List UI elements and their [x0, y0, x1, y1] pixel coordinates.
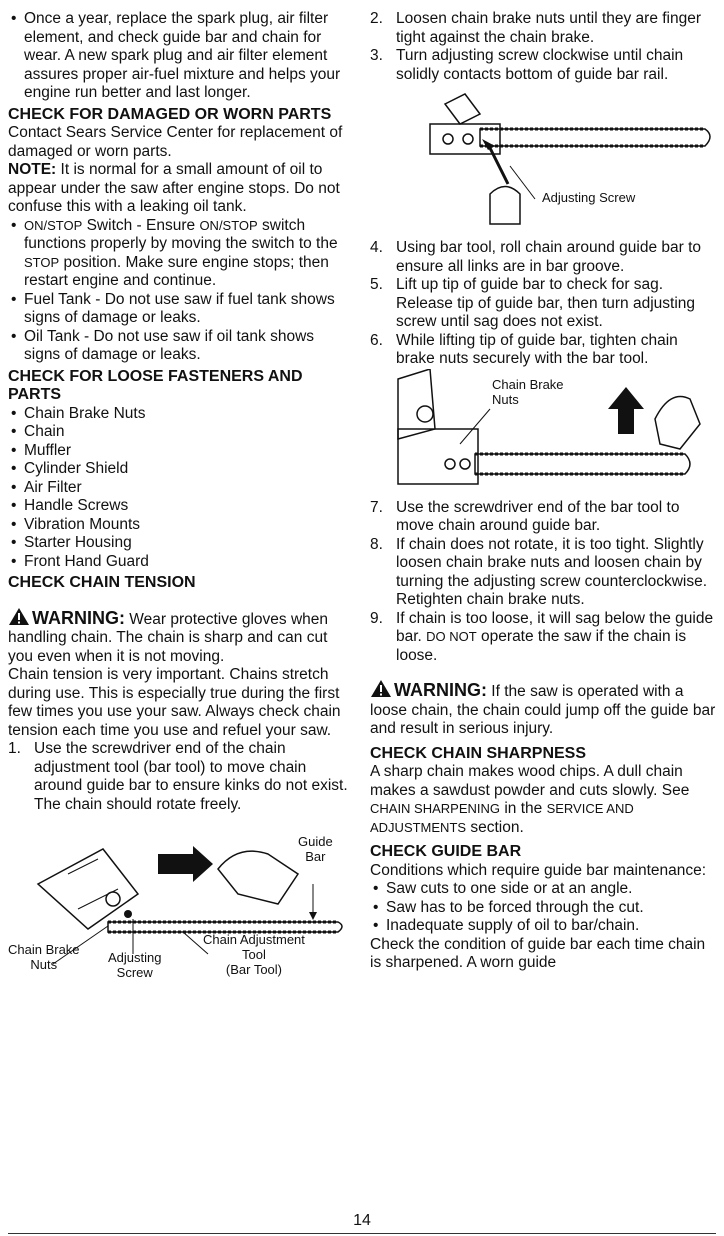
fastener-item: • Muffler — [8, 442, 348, 461]
step-1 — [8, 740, 348, 814]
sharp-text-d: SERVICE AND ADJUSTMENTS — [370, 801, 634, 835]
fastener-item: • Vibration Mounts — [8, 516, 348, 535]
onstop-text-c: switch functions properly by moving the switch to the — [24, 216, 338, 252]
step-text-c: operate the saw if the chain is loose. — [396, 628, 687, 664]
step-text: Loosen chain brake nuts until they are finger tight against the chain brake. — [396, 10, 702, 46]
heading-loose-fasteners: CHECK FOR LOOSE FASTENERS AND PARTS — [8, 367, 303, 403]
step-number: 3. — [370, 47, 383, 64]
heading-chain-sharpness: CHECK CHAIN SHARPNESS — [370, 744, 587, 762]
label-guide-bar: Guide Bar — [298, 834, 333, 864]
heading-damaged-parts: CHECK FOR DAMAGED OR WORN PARTS — [8, 105, 332, 123]
figure-chain-adjustment — [8, 814, 348, 980]
label-adjusting-screw: Adjusting Screw — [108, 950, 162, 980]
paragraph-contact-sears: Contact Sears Service Center for replacement of damaged or worn parts. — [8, 124, 343, 160]
bullet-onstop — [8, 217, 348, 291]
step-6 — [370, 332, 718, 369]
onstop-text-a: Switch - Ensure — [82, 216, 200, 234]
warning-gloves — [8, 607, 348, 667]
step-7 — [370, 499, 718, 536]
label-adjusting-screw: Adjusting Screw — [542, 190, 636, 205]
step-8 — [370, 536, 718, 610]
heading-chain-tension: CHECK CHAIN TENSION — [8, 574, 196, 591]
step-5 — [370, 276, 718, 332]
step-4 — [370, 239, 718, 276]
paragraph-guide-bar: Conditions which require guide bar maintenance: — [370, 861, 707, 879]
bullet-oil-tank: • Oil Tank - Do not use saw if oil tank shows signs of damage or leaks. — [8, 328, 348, 365]
warning-label: WARNING: — [32, 607, 125, 628]
onstop-label: ON/STOP — [24, 217, 83, 233]
note-paragraph — [8, 161, 348, 217]
fastener-item: • Chain Brake Nuts — [8, 405, 348, 424]
label-chain-brake-nuts: Chain Brake Nuts — [8, 942, 80, 972]
warning-triangle-icon — [370, 679, 392, 698]
step-text: Use the screwdriver end of the chain adjustment tool (bar tool) to move chain around guide bar to ensure kinks do not exist. The chain should rotate freely. — [34, 740, 348, 813]
sharp-text-c: in the — [500, 800, 547, 817]
step-2 — [370, 10, 718, 47]
guide-bar-bullet: • Saw has to be forced through the cut. — [370, 899, 718, 918]
left-column — [8, 10, 348, 980]
step-number: 7. — [370, 498, 383, 516]
right-column — [370, 10, 718, 973]
paragraph-sharpness — [370, 763, 718, 837]
figure-chain-brake-nuts — [370, 369, 718, 499]
step-number: 4. — [370, 239, 383, 256]
step-text: While lifting tip of guide bar, tighten chain brake nuts securely with the bar tool. — [396, 331, 678, 367]
sharp-text-e: section. — [466, 818, 524, 836]
bullet-fuel-tank: • Fuel Tank - Do not use saw if fuel tank shows signs of damage or leaks. — [8, 291, 348, 328]
step-9 — [370, 610, 718, 666]
step-number: 2. — [370, 10, 383, 27]
sharp-text-a: A sharp chain makes wood chips. A dull chain makes a sawdust powder and cuts slowly. See — [370, 763, 690, 799]
step-text: Turn adjusting screw clockwise until chain solidly contacts bottom of guide bar rail. — [396, 47, 684, 83]
sharp-text-b: CHAIN SHARPENING — [370, 801, 501, 816]
step-number: 1. — [8, 740, 21, 757]
step-text: If chain does not rotate, it is too tight. Slightly loosen chain brake nuts and loosen chain by turning the adjusting screw counterclockwise. Retighten chain brake nuts. — [396, 535, 708, 608]
step-number: 8. — [370, 535, 383, 553]
warning-loose-chain — [370, 679, 718, 739]
heading-guide-bar: CHECK GUIDE BAR — [370, 843, 522, 860]
fastener-item: • Chain — [8, 423, 348, 442]
step-text: Use the screwdriver end of the bar tool to move chain around guide bar. — [396, 498, 680, 534]
step-3 — [370, 47, 718, 84]
guide-bar-bullet: • Inadequate supply of oil to bar/chain. — [370, 917, 718, 936]
warning-text: If the saw is operated with a loose chain, the chain could jump off the guide bar and result in serious injury. — [370, 683, 716, 737]
guide-bar-bullet: • Saw cuts to one side or at an angle. — [370, 880, 718, 899]
intro-bullet: • Once a year, replace the spark plug, air filter element, and check guide bar and chain for wear. A new spark plug and air filter element assures proper air-fuel mixture and helps your engine run better and last longer. — [8, 10, 348, 103]
step-text-a: If chain is too loose, it will sag below the guide bar. — [396, 609, 714, 645]
warning-label: WARNING: — [394, 680, 487, 700]
fastener-item: • Air Filter — [8, 479, 348, 498]
page-number: 14 — [353, 1212, 371, 1229]
step-number: 5. — [370, 276, 383, 293]
step-number: 9. — [370, 609, 383, 627]
note-label: NOTE: — [8, 161, 57, 178]
warning-text: Wear protective gloves when handling chain. The chain is sharp and can cut you even when it is not moving. — [8, 610, 329, 665]
paragraph-tension: Chain tension is very important. Chains stretch during use. This is especially true during the first few times you use your saw. Always check chain tension each time you use and refuel your saw. — [8, 666, 341, 739]
adjusting-screw-illustration — [370, 84, 718, 239]
fastener-item: • Cylinder Shield — [8, 460, 348, 479]
label-chain-adjustment-tool: Chain Adjustment Tool (Bar Tool) — [203, 932, 305, 977]
step-text: Using bar tool, roll chain around guide bar to ensure all links are in bar groove. — [396, 239, 702, 275]
warning-triangle-icon — [8, 607, 30, 626]
label-chain-brake-nuts: Chain Brake Nuts — [492, 376, 564, 407]
paragraph-guide-bar-check: Check the condition of guide bar each time chain is sharpened. A worn guide — [370, 935, 706, 971]
step-text-b: DO NOT — [426, 629, 477, 644]
fastener-item: • Front Hand Guard — [8, 553, 348, 572]
step-number: 6. — [370, 331, 383, 349]
fastener-item: • Handle Screws — [8, 497, 348, 516]
onstop-text-b: ON/STOP — [199, 217, 258, 233]
note-text: It is normal for a small amount of oil to appear under the saw after engine stops. Do not confuse this with a leaking oil tank. — [8, 161, 340, 215]
onstop-text-d: STOP — [24, 254, 60, 270]
onstop-text-e: position. Make sure engine stops; then restart engine and continue. — [24, 253, 329, 289]
figure-adjusting-screw — [370, 84, 718, 239]
bottom-divider — [8, 1233, 716, 1234]
step-text: Lift up tip of guide bar to check for sag. Release tip of guide bar, then turn adjusting screw until sag does not exist. — [396, 276, 696, 330]
fastener-item: • Starter Housing — [8, 534, 348, 553]
